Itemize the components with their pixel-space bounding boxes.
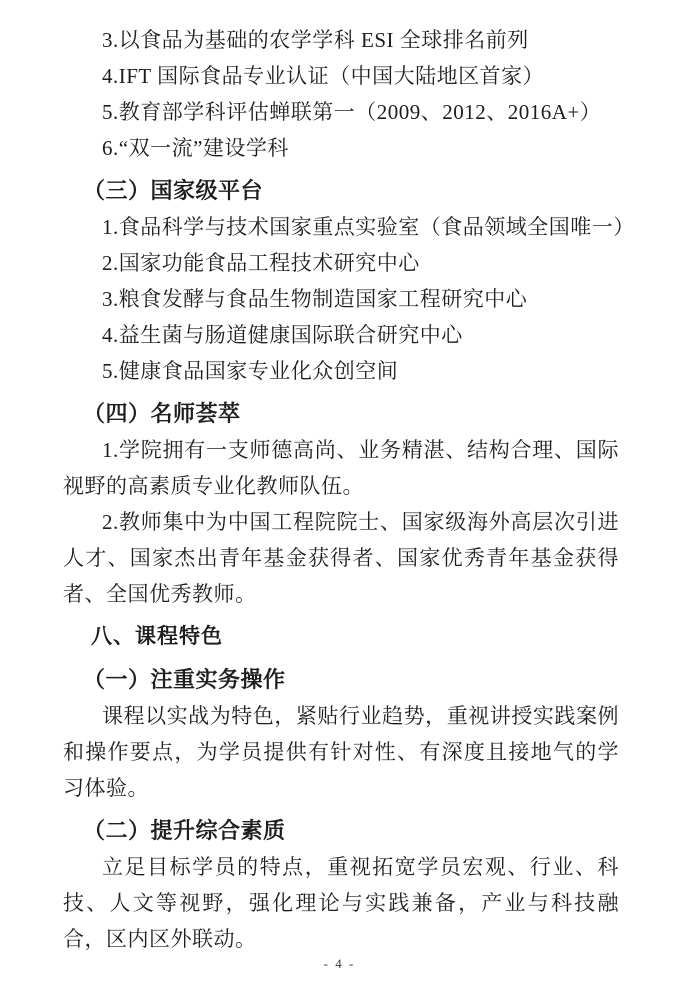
list-item: 2.国家功能食品工程技术研究中心 — [102, 251, 420, 275]
paragraph: 立足目标学员的特点，重视拓宽学员宏观、行业、科技、人文等视野，强化理论与实践兼备，产业与科技融合，区内区外联动。 — [63, 855, 619, 951]
document-content — [63, 22, 635, 957]
section-heading-famous-teachers: （四）名师荟萃 — [83, 401, 241, 426]
section-heading-national-platforms: （三）国家级平台 — [83, 178, 264, 203]
section-heading-practical-operation: （一）注重实务操作 — [83, 667, 286, 692]
list-item: 1.食品科学与技术国家重点实验室（食品领域全国唯一） — [102, 215, 635, 239]
paragraph: 1.学院拥有一支师德高尚、业务精湛、结构合理、国际视野的高素质专业化教师队伍。 — [63, 438, 619, 498]
page-number: - 4 - — [323, 956, 356, 971]
paragraph: 2.教师集中为中国工程院院士、国家级海外高层次引进人才、国家杰出青年基金获得者、国家优秀青年基金获得者、全国优秀教师。 — [63, 510, 619, 606]
chapter-heading-course-features: 八、课程特色 — [91, 625, 223, 648]
list-item: 4.IFT 国际食品专业认证（中国大陆地区首家） — [102, 64, 545, 88]
paragraph: 课程以实战为特色，紧贴行业趋势，重视讲授实践案例和操作要点，为学员提供有针对性、有深度且接地气的学习体验。 — [63, 704, 619, 800]
section-heading-comprehensive-quality: （二）提升综合素质 — [83, 818, 286, 843]
list-item: 4.益生菌与肠道健康国际联合研究中心 — [102, 323, 463, 347]
list-item: 5.健康食品国家专业化众创空间 — [102, 359, 399, 383]
list-item: 3.粮食发酵与食品生物制造国家工程研究中心 — [102, 287, 528, 311]
list-item: 3.以食品为基础的农学学科 ESI 全球排名前列 — [102, 28, 529, 52]
list-item: 6.“双一流”建设学科 — [102, 136, 289, 160]
list-item: 5.教育部学科评估蝉联第一（2009、2012、2016A+） — [102, 100, 602, 124]
